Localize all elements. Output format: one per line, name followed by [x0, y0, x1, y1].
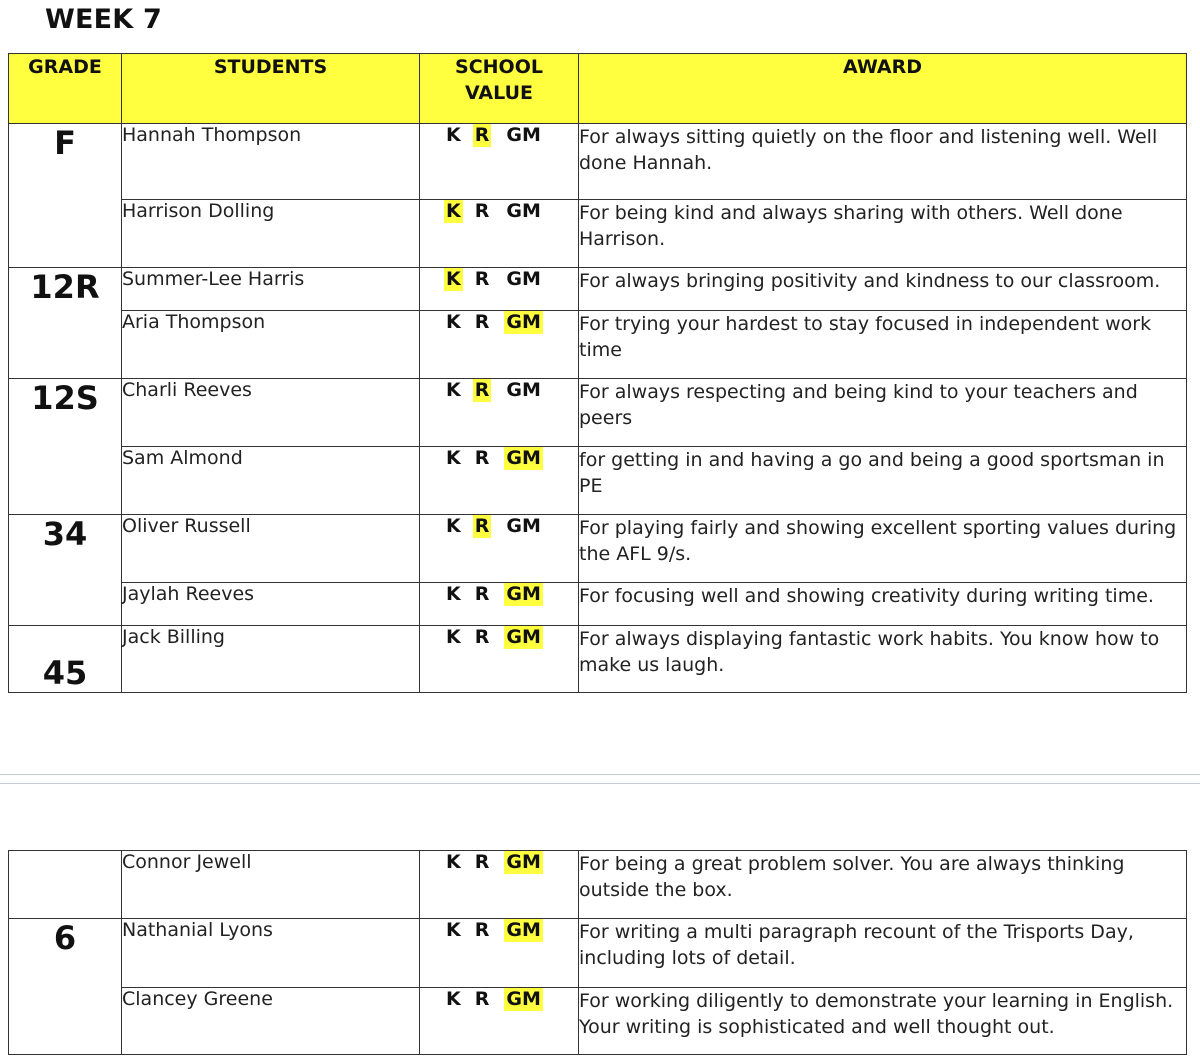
school-value-options: [420, 851, 578, 874]
award-row: [9, 311, 1187, 379]
award-text: For being a great problem solver. You are always thinking outside the box.: [579, 851, 1187, 919]
school-value-cell: [420, 851, 579, 919]
school-value-options: [420, 268, 578, 291]
school-value-gm-highlighted: GM: [506, 626, 541, 648]
header-award: AWARD: [579, 54, 1187, 124]
school-value-r: R: [474, 626, 490, 648]
grade-label: 6: [53, 919, 77, 957]
grade-cell: [9, 515, 122, 626]
grade-label: 12S: [31, 379, 99, 417]
school-value-r: R: [474, 919, 490, 941]
award-row: [9, 379, 1187, 447]
student-name: Sam Almond: [122, 447, 420, 515]
award-text: For writing a multi paragraph recount of the Trisports Day, including lots of detail.: [579, 919, 1187, 988]
school-value-gm: GM: [506, 124, 541, 146]
school-value-cell: [420, 379, 579, 447]
student-name: Summer-Lee Harris: [122, 268, 420, 311]
school-value-cell: [420, 583, 579, 626]
school-value-gm: GM: [506, 268, 541, 290]
header-students: STUDENTS: [122, 54, 420, 124]
school-value-k: K: [446, 515, 461, 537]
section-divider: [0, 774, 1200, 775]
school-value-k: K: [446, 379, 461, 401]
award-text: For trying your hardest to stay focused in independent work time: [579, 311, 1187, 379]
school-value-k: K: [446, 626, 461, 648]
school-value-cell: [420, 268, 579, 311]
student-name: Jack Billing: [122, 626, 420, 693]
student-name: Clancey Greene: [122, 988, 420, 1055]
award-row: [9, 626, 1187, 693]
school-value-r: R: [474, 447, 490, 469]
award-row: [9, 124, 1187, 200]
student-name: Jaylah Reeves: [122, 583, 420, 626]
school-value-options: [420, 311, 578, 334]
grade-cell: [9, 851, 122, 919]
award-text: For always respecting and being kind to your teachers and peers: [579, 379, 1187, 447]
school-value-k: K: [446, 447, 461, 469]
award-row: [9, 200, 1187, 268]
school-value-gm-highlighted: GM: [506, 988, 541, 1010]
header-school-value-line1: SCHOOL: [455, 56, 543, 78]
school-value-gm: GM: [506, 200, 541, 222]
student-name: Charli Reeves: [122, 379, 420, 447]
school-value-cell: [420, 311, 579, 379]
award-text: For focusing well and showing creativity during writing time.: [579, 583, 1187, 626]
school-value-r-highlighted: R: [474, 124, 490, 146]
awards-table-continued: [8, 850, 1187, 1055]
school-value-gm: GM: [506, 379, 541, 401]
grade-cell: [9, 124, 122, 268]
school-value-gm-highlighted: GM: [506, 919, 541, 941]
grade-label: 12R: [30, 268, 100, 306]
grade-cell: [9, 268, 122, 379]
student-name: Aria Thompson: [122, 311, 420, 379]
school-value-k: K: [446, 988, 461, 1010]
school-value-r: R: [474, 988, 490, 1010]
award-row: [9, 515, 1187, 583]
school-value-k-highlighted: K: [446, 200, 461, 222]
school-value-r: R: [474, 200, 490, 222]
award-text: For working diligently to demonstrate your learning in English. Your writing is sophisticated and well thought out.: [579, 988, 1187, 1055]
school-value-options: [420, 379, 578, 402]
school-value-gm-highlighted: GM: [506, 583, 541, 605]
award-row: [9, 851, 1187, 919]
school-value-gm-highlighted: GM: [506, 851, 541, 873]
school-value-r: R: [474, 311, 490, 333]
header-grade: GRADE: [9, 54, 122, 124]
award-text: for getting in and having a go and being a good sportsman in PE: [579, 447, 1187, 515]
awards-table: [8, 53, 1187, 693]
award-text: For always bringing positivity and kindness to our classroom.: [579, 268, 1187, 311]
award-text: For being kind and always sharing with others. Well done Harrison.: [579, 200, 1187, 268]
school-value-options: [420, 919, 578, 942]
award-row: [9, 919, 1187, 988]
student-name: Hannah Thompson: [122, 124, 420, 200]
award-row: [9, 583, 1187, 626]
award-row: [9, 447, 1187, 515]
section-divider: [0, 783, 1200, 784]
grade-label: 34: [42, 515, 88, 553]
grade-cell: [9, 626, 122, 693]
school-value-k: K: [446, 124, 461, 146]
school-value-k: K: [446, 311, 461, 333]
school-value-options: [420, 583, 578, 606]
grade-label: F: [54, 124, 76, 162]
school-value-options: [420, 988, 578, 1011]
school-value-gm: GM: [506, 515, 541, 537]
grade-label: 45: [42, 654, 88, 692]
school-value-options: [420, 515, 578, 538]
school-value-gm-highlighted: GM: [506, 447, 541, 469]
school-value-k: K: [446, 851, 461, 873]
school-value-cell: [420, 200, 579, 268]
student-name: Connor Jewell: [122, 851, 420, 919]
school-value-cell: [420, 988, 579, 1055]
header-school-value-line2: VALUE: [465, 82, 533, 104]
award-text: For playing fairly and showing excellent sporting values during the AFL 9/s.: [579, 515, 1187, 583]
student-name: Oliver Russell: [122, 515, 420, 583]
school-value-r-highlighted: R: [474, 515, 490, 537]
school-value-cell: [420, 447, 579, 515]
award-text: For always displaying fantastic work habits. You know how to make us laugh.: [579, 626, 1187, 693]
school-value-options: [420, 200, 578, 223]
student-name: Harrison Dolling: [122, 200, 420, 268]
school-value-gm-highlighted: GM: [506, 311, 541, 333]
school-value-cell: [420, 626, 579, 693]
grade-cell: [9, 919, 122, 1055]
school-value-k: K: [446, 583, 461, 605]
award-row: [9, 988, 1187, 1055]
school-value-k: K: [446, 919, 461, 941]
awards-table-continued-body: [9, 851, 1187, 1055]
school-value-cell: [420, 919, 579, 988]
awards-table-body: [9, 124, 1187, 693]
award-text: For always sitting quietly on the floor and listening well. Well done Hannah.: [579, 124, 1187, 200]
school-value-r: R: [474, 268, 490, 290]
school-value-options: [420, 447, 578, 470]
school-value-options: [420, 124, 578, 147]
school-value-cell: [420, 124, 579, 200]
award-row: [9, 268, 1187, 311]
school-value-r: R: [474, 851, 490, 873]
student-name: Nathanial Lyons: [122, 919, 420, 988]
header-school-value: [420, 54, 579, 124]
school-value-r-highlighted: R: [474, 379, 490, 401]
school-value-r: R: [474, 583, 490, 605]
grade-cell: [9, 379, 122, 515]
school-value-k-highlighted: K: [446, 268, 461, 290]
school-value-options: [420, 626, 578, 649]
page-title: WEEK 7: [45, 4, 162, 35]
school-value-cell: [420, 515, 579, 583]
